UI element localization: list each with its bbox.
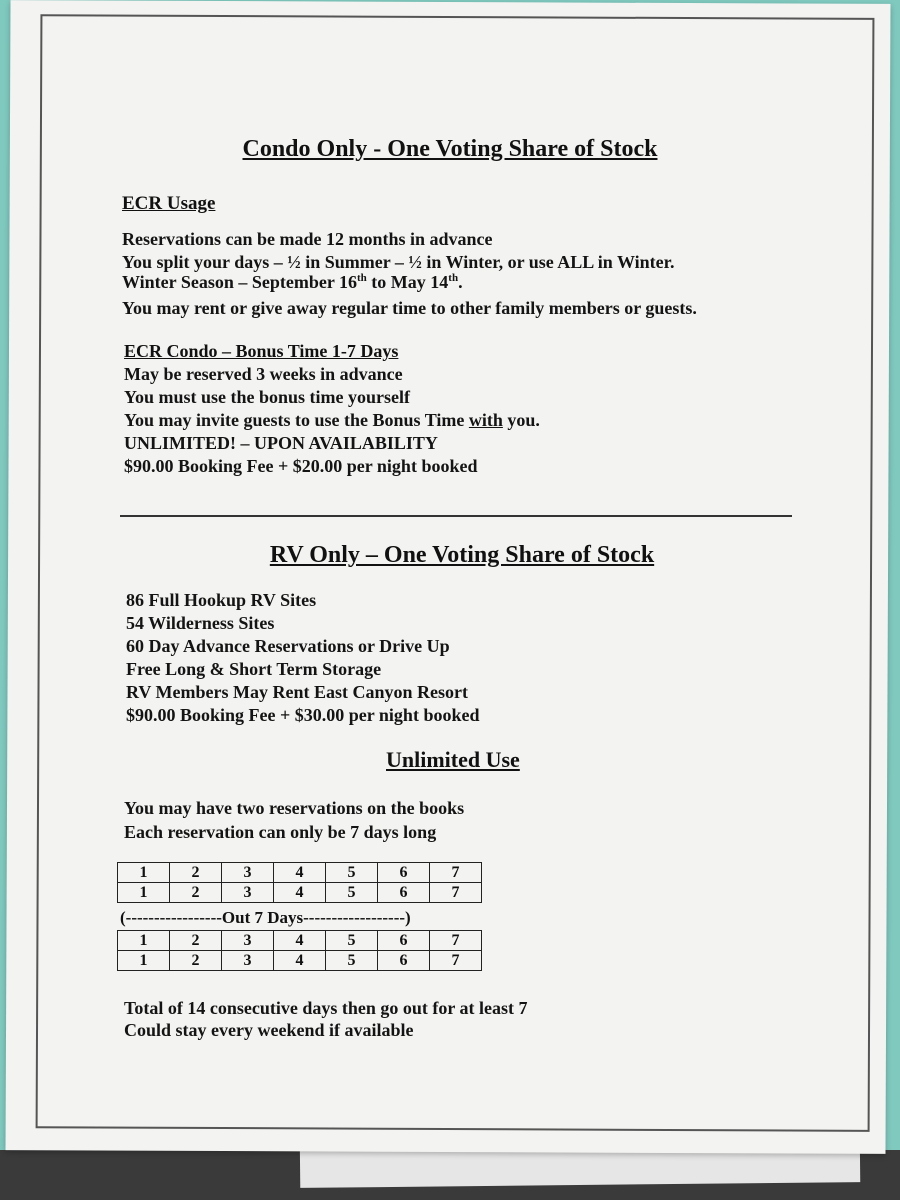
bonus-line-1: May be reserved 3 weeks in advance: [124, 364, 403, 384]
day-cell: 1: [118, 883, 170, 903]
day-cell: 1: [118, 863, 170, 883]
day-cell: 3: [222, 883, 274, 903]
day-cell: 1: [118, 931, 170, 951]
unlimited-line-1: You may have two reservations on the books: [124, 798, 465, 818]
day-cell: 7: [430, 951, 482, 971]
usage-line-2: You split your days – ½ in Summer – ½ in Winter, or use ALL in Winter.: [122, 252, 675, 272]
table-row: [118, 883, 482, 903]
day-cell: 5: [326, 931, 378, 951]
day-cell: 4: [274, 883, 326, 903]
bonus-line-2: You must use the bonus time yourself: [124, 387, 411, 407]
days-table-bottom: [117, 930, 482, 971]
condo-title: Condo Only - One Voting Share of Stock: [242, 136, 658, 162]
section-divider: [120, 515, 792, 517]
bonus-line-3: You may invite guests to use the Bonus Time with you.: [124, 410, 540, 430]
unlimited-line-2: Each reservation can only be 7 days long: [124, 822, 437, 842]
usage-line-3: Winter Season – September 16th to May 14th.: [122, 272, 463, 292]
unlimited-use-heading: Unlimited Use: [386, 747, 520, 772]
day-cell: 4: [274, 863, 326, 883]
out-seven-days-label: (-----------------Out 7 Days------------------): [120, 908, 411, 927]
rv-line-1: 86 Full Hookup RV Sites: [126, 590, 317, 610]
day-cell: 6: [378, 951, 430, 971]
bonus-time-heading: ECR Condo – Bonus Time 1-7 Days: [124, 341, 399, 361]
table-row: [118, 931, 482, 951]
day-cell: 6: [378, 863, 430, 883]
day-cell: 2: [170, 883, 222, 903]
table-row: [118, 951, 482, 971]
rv-line-2: 54 Wilderness Sites: [126, 613, 275, 633]
days-table-top: [117, 862, 482, 903]
rv-line-5: RV Members May Rent East Canyon Resort: [126, 682, 468, 702]
day-cell: 3: [222, 863, 274, 883]
day-cell: 7: [430, 883, 482, 903]
day-cell: 2: [170, 951, 222, 971]
bonus-line-5: $90.00 Booking Fee + $20.00 per night booked: [124, 456, 478, 476]
closing-line-2: Could stay every weekend if available: [124, 1020, 414, 1040]
day-cell: 3: [222, 931, 274, 951]
document-page: [5, 0, 890, 1154]
day-cell: 7: [430, 931, 482, 951]
day-cell: 5: [326, 951, 378, 971]
closing-line-1: Total of 14 consecutive days then go out for at least 7: [124, 998, 528, 1018]
day-cell: 4: [274, 931, 326, 951]
day-cell: 1: [118, 951, 170, 971]
day-cell: 2: [170, 931, 222, 951]
rv-title: RV Only – One Voting Share of Stock: [269, 542, 655, 568]
day-cell: 5: [326, 863, 378, 883]
day-cell: 7: [430, 863, 482, 883]
rv-line-6: $90.00 Booking Fee + $30.00 per night booked: [126, 705, 480, 725]
usage-line-1: Reservations can be made 12 months in advance: [122, 229, 493, 249]
rv-line-4: Free Long & Short Term Storage: [126, 659, 382, 679]
bonus-line-4: UNLIMITED! – UPON AVAILABILITY: [124, 433, 438, 453]
table-row: [118, 863, 482, 883]
day-cell: 6: [378, 883, 430, 903]
rv-line-3: 60 Day Advance Reservations or Drive Up: [126, 636, 450, 656]
day-cell: 6: [378, 931, 430, 951]
day-cell: 5: [326, 883, 378, 903]
ecr-usage-heading: ECR Usage: [122, 193, 216, 214]
day-cell: 2: [170, 863, 222, 883]
day-cell: 4: [274, 951, 326, 971]
day-cell: 3: [222, 951, 274, 971]
usage-line-4: You may rent or give away regular time to other family members or guests.: [122, 298, 697, 318]
